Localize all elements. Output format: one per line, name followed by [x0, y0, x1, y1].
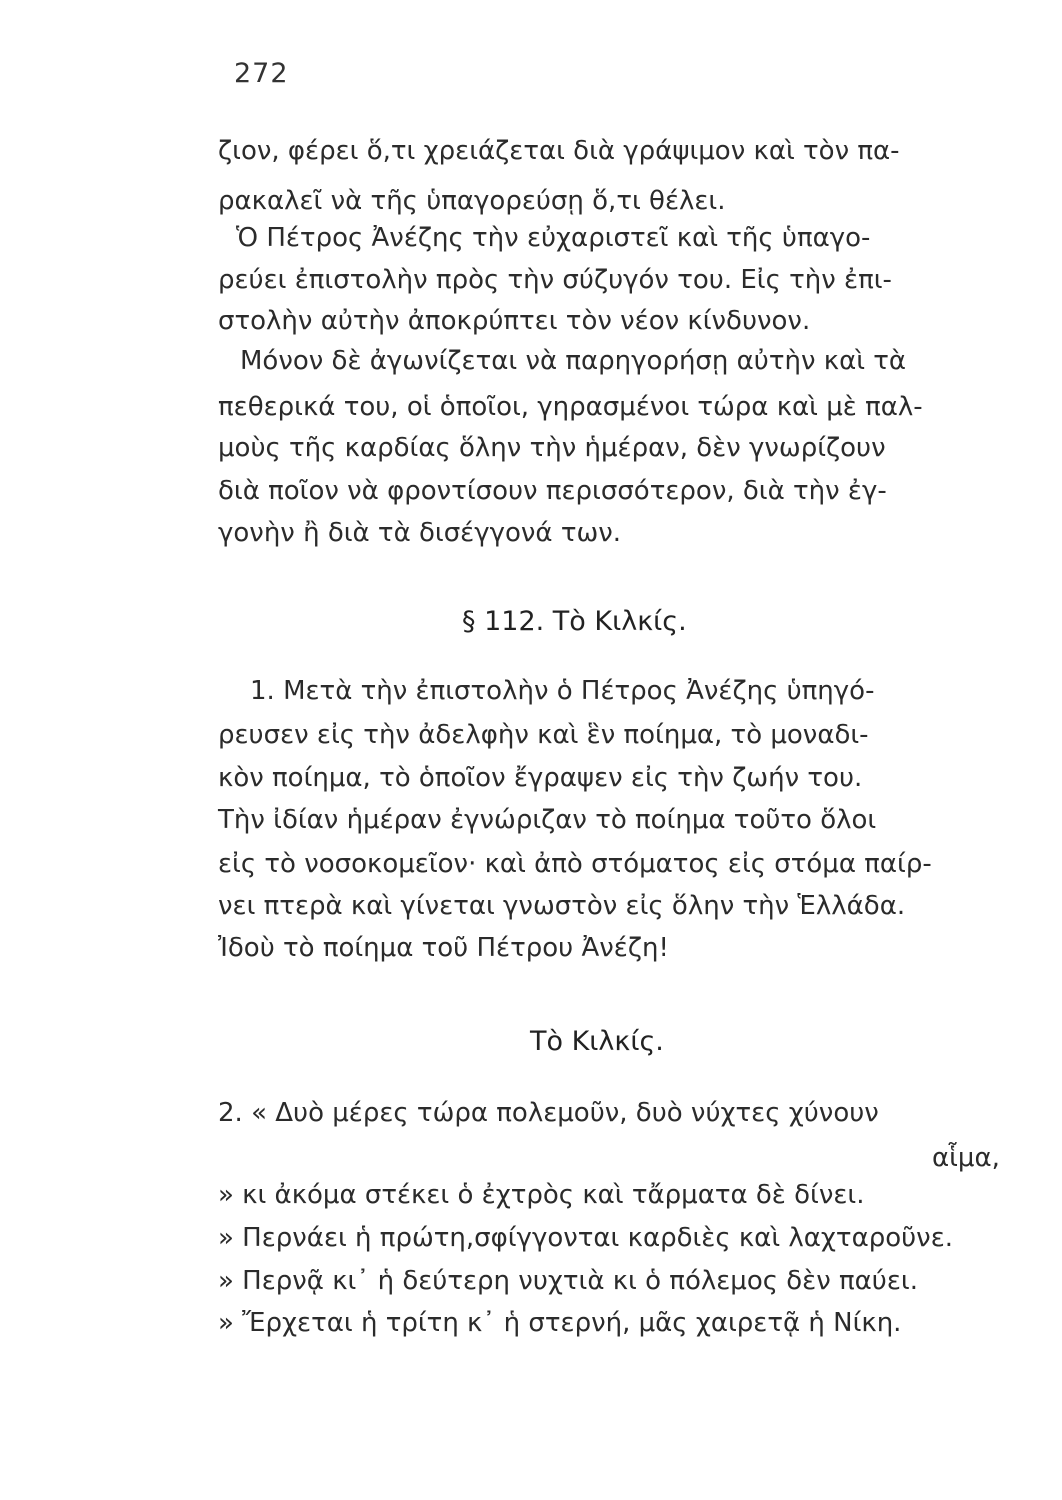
text-line: στολὴν αὐτὴν ἀποκρύπτει τὸν νέον κίνδυνον.: [218, 306, 811, 336]
poem-line: » Περνάει ἡ πρώτη,σφίγγονται καρδιὲς καὶ λαχταροῦνε.: [218, 1223, 954, 1253]
page-number: 272: [234, 58, 289, 89]
text-line: ρακαλεῖ νὰ τῆς ὑπαγορεύσῃ ὅ,τι θέλει.: [218, 186, 726, 216]
poem-line: » Ἔρχεται ἡ τρίτη κ᾽ ἡ στερνή, μᾶς χαιρετᾷ ἡ Νίκη.: [218, 1308, 902, 1338]
text-line: ρεύει ἐπιστολὴν πρὸς τὴν σύζυγόν του. Εἰς τὴν ἐπι-: [218, 265, 892, 295]
poem-line: » κι ἀκόμα στέκει ὁ ἐχτρὸς καὶ τἄρματα δὲ δίνει.: [218, 1180, 865, 1210]
text-line: μοὺς τῆς καρδίας ὅλην τὴν ἡμέραν, δὲν γνωρίζουν: [218, 433, 886, 463]
text-line: ζιον, φέρει ὅ,τι χρειάζεται διὰ γράψιμον καὶ τὸν πα-: [218, 136, 900, 166]
text-line: Μόνον δὲ ἀγωνίζεται νὰ παρηγορήσῃ αὐτὴν καὶ τὰ: [240, 346, 907, 376]
text-line: εἰς τὸ νοσοκομεῖον· καὶ ἀπὸ στόματος εἰς στόμα παίρ-: [218, 849, 932, 879]
poem-title: Τὸ Κιλκίς.: [530, 1026, 664, 1057]
text-line: πεθερικά του, οἱ ὁποῖοι, γηρασμένοι τώρα καὶ μὲ παλ-: [218, 392, 923, 422]
text-line: Ἰδοὺ τὸ ποίημα τοῦ Πέτρου Ἀνέζη!: [218, 933, 669, 963]
text-line: γονὴν ἢ διὰ τὰ δισέγγονά των.: [218, 518, 622, 548]
poem-line: 2. « Δυὸ μέρες τώρα πολεμοῦν, δυὸ νύχτες χύνουν: [218, 1098, 879, 1128]
poem-line: » Περνᾷ κι᾽ ἡ δεύτερη νυχτιὰ κι ὁ πόλεμος δὲν παύει.: [218, 1266, 918, 1296]
text-line: νει πτερὰ καὶ γίνεται γνωστὸν εἰς ὅλην τὴν Ἑλλάδα.: [218, 891, 906, 921]
section-heading: § 112. Τὸ Κιλκίς.: [462, 606, 687, 637]
poem-line: αἷμα,: [932, 1143, 1000, 1173]
text-line: Ὁ Πέτρος Ἀνέζης τὴν εὐχαριστεῖ καὶ τῆς ὑπαγο-: [236, 223, 871, 253]
text-line: 1. Μετὰ τὴν ἐπιστολὴν ὁ Πέτρος Ἀνέζης ὑπηγό-: [250, 676, 875, 706]
text-line: κὸν ποίημα, τὸ ὁποῖον ἔγραψεν εἰς τὴν ζωήν του.: [218, 763, 863, 793]
text-line: ρευσεν εἰς τὴν ἀδελφὴν καὶ ἓν ποίημα, τὸ μοναδι-: [218, 720, 869, 750]
text-line: Τὴν ἰδίαν ἡμέραν ἐγνώριζαν τὸ ποίημα τοῦτο ὅλοι: [218, 805, 877, 835]
text-line: διὰ ποῖον νὰ φροντίσουν περισσότερον, διὰ τὴν ἐγ-: [218, 476, 887, 506]
